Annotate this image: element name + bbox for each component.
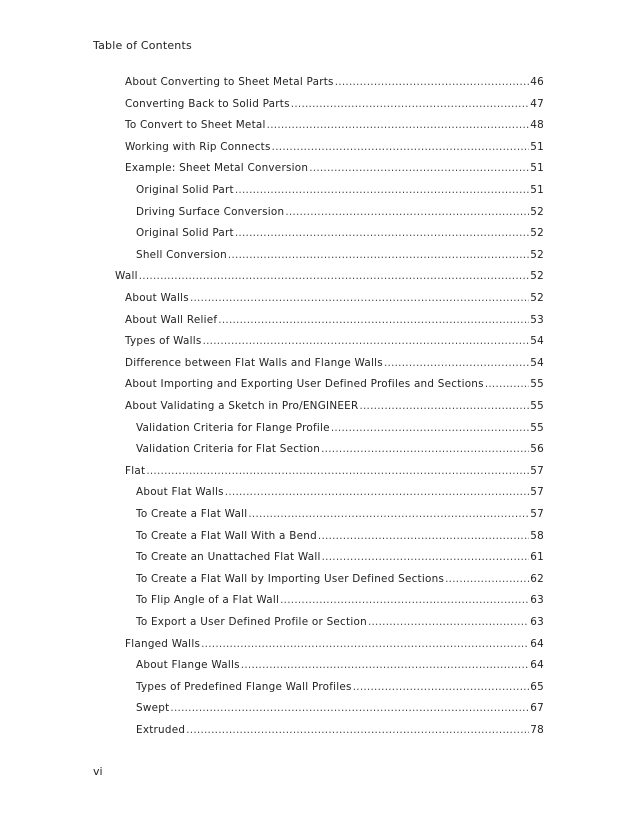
- toc-entry-page: 57: [530, 464, 544, 477]
- toc-entry-title: Swept: [136, 702, 170, 715]
- toc-entry-title: Original Solid Part: [136, 227, 234, 240]
- dot-leader: [235, 183, 529, 197]
- toc-entry-title: Wall: [115, 270, 138, 283]
- toc-entry-page: 51: [530, 140, 544, 153]
- toc-entry-page: 52: [530, 270, 544, 283]
- toc-entry-page: 51: [530, 162, 544, 175]
- toc-entry[interactable]: [136, 205, 544, 219]
- toc-entry-page: 54: [530, 356, 544, 369]
- toc-entry[interactable]: [136, 442, 544, 456]
- toc-entry[interactable]: [136, 615, 544, 629]
- toc-entry-page: 47: [530, 97, 544, 110]
- dot-leader: [225, 485, 529, 499]
- dot-leader: [445, 572, 529, 586]
- dot-leader: [146, 464, 529, 478]
- toc-entry-title: About Walls: [125, 292, 189, 304]
- toc-entry-title: To Create a Flat Wall With a Bend: [136, 529, 317, 542]
- toc-entry[interactable]: [125, 377, 544, 391]
- page-header-title: Table of Contents: [93, 39, 192, 52]
- toc-entry-page: 52: [530, 205, 544, 218]
- toc-entry-title: To Flip Angle of a Flat Wall: [136, 594, 280, 607]
- dot-leader: [331, 421, 529, 435]
- page-number: vi: [93, 765, 103, 778]
- dot-leader: [190, 291, 529, 305]
- toc-entry[interactable]: [125, 637, 544, 651]
- toc-entry-page: 64: [530, 659, 544, 672]
- dot-leader: [359, 399, 529, 413]
- toc-entry-page: 51: [530, 184, 544, 196]
- toc-entry-title: Types of Walls: [125, 335, 202, 348]
- toc-entry[interactable]: [136, 421, 544, 435]
- toc-entry-title: About Validating a Sketch in Pro/ENGINEER: [125, 400, 359, 412]
- toc-entry-title: Extruded: [136, 724, 186, 736]
- toc-entry-title: About Wall Relief: [125, 313, 218, 326]
- toc-entry-page: 58: [530, 529, 544, 542]
- toc-entry[interactable]: [136, 550, 544, 564]
- toc-entry-page: 54: [530, 335, 544, 348]
- toc-entry[interactable]: [136, 507, 544, 521]
- toc-entry-page: 55: [530, 378, 544, 391]
- toc-entry-page: 63: [530, 594, 544, 607]
- toc-entry[interactable]: [136, 485, 544, 499]
- toc-entry-title: To Export a User Defined Profile or Section: [136, 616, 367, 628]
- toc-entry-page: 55: [530, 400, 544, 412]
- dot-leader: [139, 269, 530, 283]
- toc-entry[interactable]: [136, 658, 544, 672]
- dot-leader: [485, 377, 529, 391]
- toc-entry-title: Working with Rip Connects: [125, 140, 271, 153]
- toc-entry[interactable]: [125, 464, 544, 478]
- toc-entry-page: 61: [530, 551, 544, 564]
- dot-leader: [318, 529, 529, 543]
- toc-entry-title: To Convert to Sheet Metal: [125, 119, 266, 132]
- toc-entry-page: 65: [530, 680, 544, 693]
- toc-entry[interactable]: [125, 334, 544, 348]
- dot-leader: [267, 118, 530, 132]
- toc-entry-page: 78: [530, 724, 544, 736]
- toc-entry-page: 55: [530, 421, 544, 434]
- toc-entry[interactable]: [125, 140, 544, 154]
- toc-entry-title: To Create a Flat Wall: [136, 508, 248, 520]
- toc-entry-title: Flanged Walls: [125, 637, 201, 650]
- dot-leader: [335, 75, 530, 89]
- toc-entry-page: 53: [530, 313, 544, 326]
- toc-entry-title: Difference between Flat Walls and Flange Walls: [125, 356, 383, 369]
- toc-entry[interactable]: [125, 118, 544, 132]
- dot-leader: [368, 615, 529, 629]
- toc-entry-title: Example: Sheet Metal Conversion: [125, 162, 309, 175]
- toc-entry[interactable]: [136, 248, 544, 262]
- toc-entry-title: About Flat Walls: [136, 486, 224, 499]
- dot-leader: [291, 97, 529, 111]
- toc-entry[interactable]: [136, 226, 544, 240]
- toc-entry-page: 52: [530, 292, 544, 304]
- toc-entry-title: Converting Back to Solid Parts: [125, 97, 290, 110]
- toc-entry-page: 67: [530, 702, 544, 715]
- toc-entry-page: 52: [530, 227, 544, 240]
- toc-entry[interactable]: [125, 356, 544, 370]
- toc-entry[interactable]: [136, 680, 544, 694]
- dot-leader: [384, 356, 529, 370]
- toc-entry-title: About Flange Walls: [136, 659, 240, 672]
- dot-leader: [322, 550, 530, 564]
- toc-entry-page: 46: [530, 76, 544, 88]
- dot-leader: [309, 161, 529, 175]
- toc-entry-page: 63: [530, 616, 544, 628]
- dot-leader: [272, 140, 530, 154]
- dot-leader: [228, 248, 529, 262]
- toc-entry-title: Driving Surface Conversion: [136, 205, 285, 218]
- toc-entry[interactable]: [125, 291, 544, 305]
- dot-leader: [280, 593, 529, 607]
- toc-entry[interactable]: [125, 75, 544, 89]
- dot-leader: [321, 442, 529, 456]
- dot-leader: [186, 723, 529, 737]
- dot-leader: [235, 226, 529, 240]
- dot-leader: [353, 680, 530, 694]
- toc-entry[interactable]: [125, 399, 544, 413]
- dot-leader: [285, 205, 529, 219]
- toc-entry-title: To Create an Unattached Flat Wall: [136, 551, 321, 564]
- toc-entry-page: 52: [530, 248, 544, 261]
- toc-entry-page: 56: [530, 443, 544, 456]
- dot-leader: [241, 658, 529, 672]
- toc-entry[interactable]: [136, 723, 544, 737]
- toc-entry[interactable]: [136, 701, 544, 715]
- toc-entry-title: Validation Criteria for Flange Profile: [136, 421, 330, 434]
- toc-entry-title: To Create a Flat Wall by Importing User Defined Sections: [136, 572, 445, 585]
- dot-leader: [201, 637, 529, 651]
- toc-entry[interactable]: [125, 313, 544, 327]
- toc-entry-page: 48: [530, 119, 544, 132]
- toc-entry[interactable]: [136, 183, 544, 197]
- toc-entry[interactable]: [136, 593, 544, 607]
- toc-entry-title: About Importing and Exporting User Defined Profiles and Sections: [125, 378, 484, 391]
- toc-entry[interactable]: [115, 269, 544, 283]
- toc-entry-title: Shell Conversion: [136, 248, 227, 261]
- toc-entry-page: 57: [530, 508, 544, 520]
- toc-entry-title: Original Solid Part: [136, 184, 234, 196]
- dot-leader: [170, 701, 529, 715]
- toc-entry-title: About Converting to Sheet Metal Parts: [125, 76, 334, 88]
- toc-entry[interactable]: [125, 161, 544, 175]
- toc-entry[interactable]: [125, 97, 544, 111]
- toc-entry-page: 64: [530, 637, 544, 650]
- toc-entry[interactable]: [136, 529, 544, 543]
- toc-entry-title: Flat: [125, 464, 146, 477]
- toc-entry[interactable]: [136, 572, 544, 586]
- dot-leader: [218, 313, 529, 327]
- toc-entry-title: Types of Predefined Flange Wall Profiles: [136, 680, 352, 693]
- toc-entry-page: 57: [530, 486, 544, 499]
- dot-leader: [248, 507, 529, 521]
- dot-leader: [203, 334, 530, 348]
- toc-entry-page: 62: [530, 572, 544, 585]
- toc-entry-title: Validation Criteria for Flat Section: [136, 443, 321, 456]
